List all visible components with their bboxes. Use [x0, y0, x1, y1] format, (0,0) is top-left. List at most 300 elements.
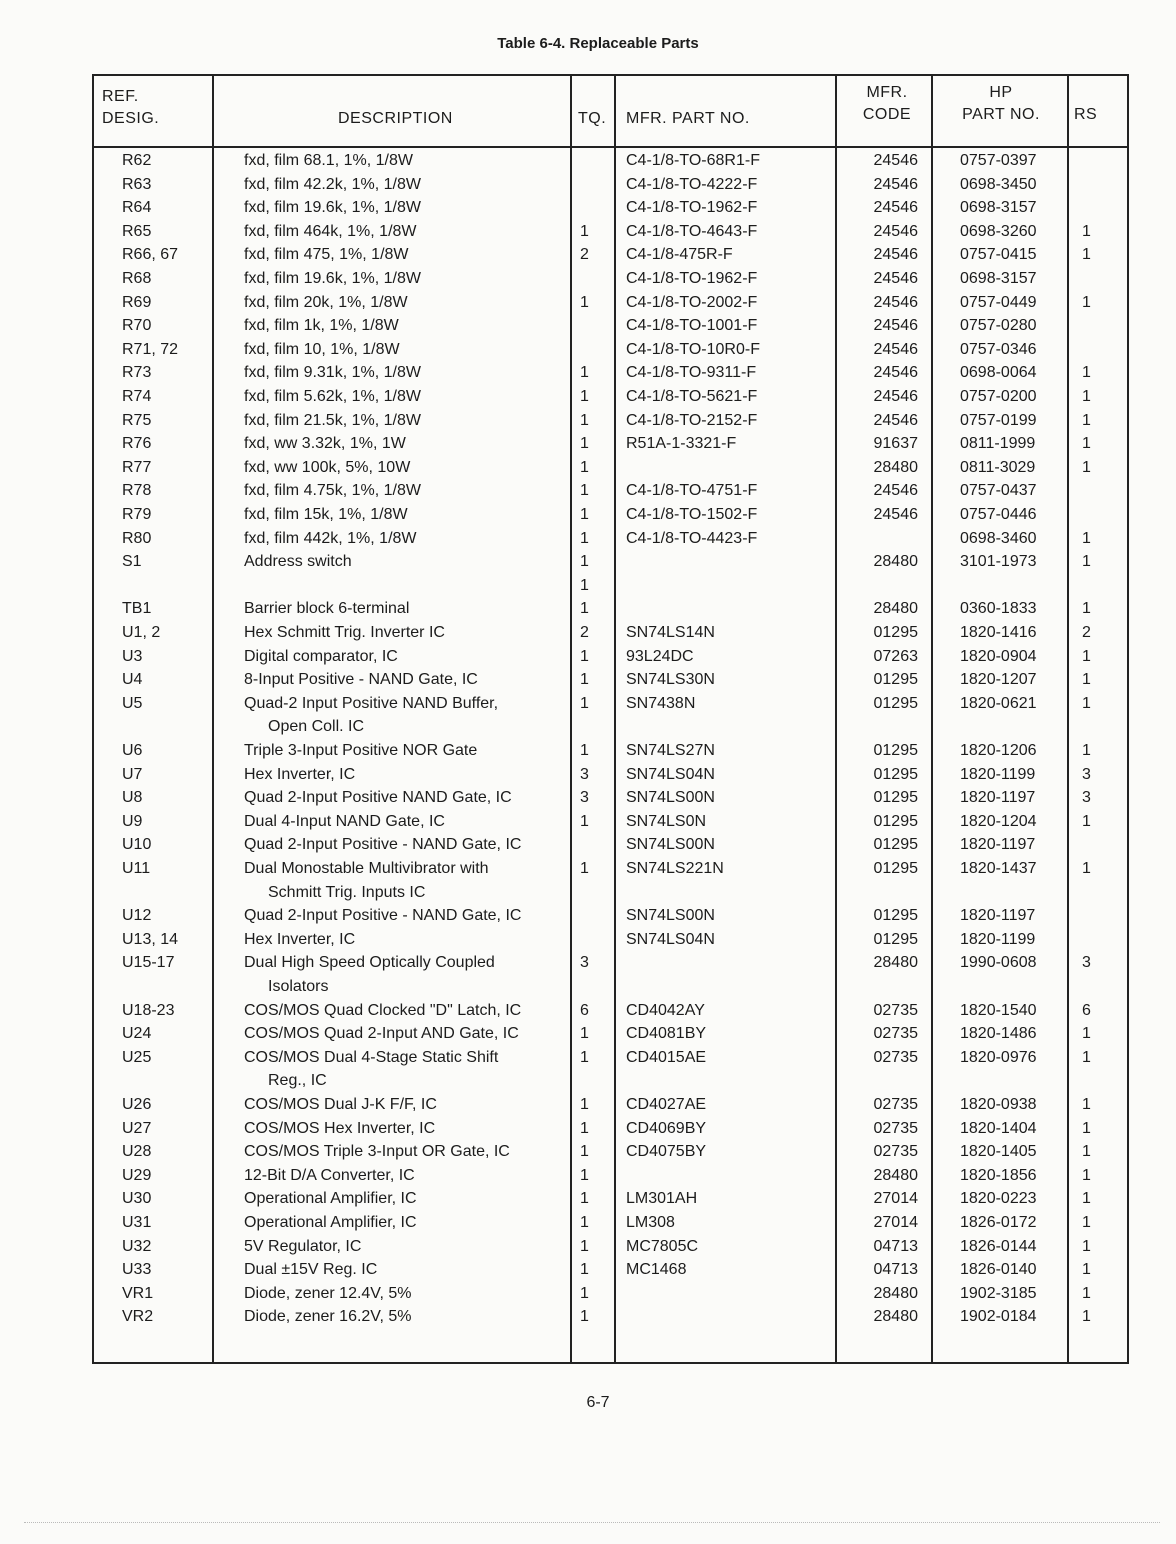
cell-description: Address switch [244, 553, 352, 571]
cell-description: Dual 4-Input NAND Gate, IC [244, 812, 445, 830]
cell-description-continued: Reg., IC [268, 1072, 327, 1090]
cell-rs: 1 [1082, 1214, 1091, 1231]
cell-mfr-code: 24546 [873, 199, 918, 217]
cell-mfr-code: 01295 [873, 789, 918, 807]
cell-hp-part-no: 1820-0621 [960, 694, 1037, 712]
cell-description: Quad 2-Input Positive - NAND Gate, IC [244, 836, 522, 854]
cell-rs: 1 [1082, 812, 1091, 830]
cell-hp-part-no: 3101-1973 [960, 553, 1037, 571]
cell-description: Operational Amplifier, IC [244, 1190, 417, 1208]
table-row [94, 764, 1127, 788]
cell-rs: 1 [1082, 529, 1091, 547]
cell-mfr-part-no: CD4081BY [626, 1025, 707, 1043]
cell-mfr-part-no: SN74LS04N [626, 765, 715, 783]
cell-ref-desig: R78 [122, 482, 152, 500]
cell-mfr-code: 28480 [873, 1166, 918, 1184]
cell-hp-part-no: 1820-1206 [960, 742, 1037, 759]
table-row [94, 480, 1127, 504]
cell-mfr-part-no: C4-1/8-TO-68R1-F [626, 152, 760, 169]
cell-description: Dual ±15V Reg. IC [244, 1261, 378, 1279]
cell-rs: 1 [1082, 600, 1091, 618]
table-row [94, 551, 1127, 575]
table-row-continuation [94, 1070, 1127, 1094]
table-row [94, 1118, 1127, 1142]
cell-ref-desig: U28 [122, 1143, 152, 1161]
table-row [94, 1212, 1127, 1236]
cell-rs: 1 [1082, 647, 1091, 665]
cell-ref-desig: R79 [122, 506, 152, 523]
table-row-continuation [94, 976, 1127, 1000]
cell-rs: 6 [1082, 1001, 1091, 1019]
cell-ref-desig: R68 [122, 270, 152, 287]
cell-description: fxd, film 21.5k, 1%, 1/8W [244, 411, 421, 429]
cell-hp-part-no: 1990-0608 [960, 954, 1037, 972]
cell-rs: 1 [1082, 388, 1091, 405]
cell-quantity: 1 [580, 388, 589, 405]
cell-mfr-part-no: C4-1/8-TO-2152-F [626, 411, 758, 429]
cell-quantity: 1 [580, 553, 589, 571]
cell-hp-part-no: 0360-1833 [960, 600, 1037, 618]
cell-mfr-code: 01295 [873, 812, 918, 830]
cell-ref-desig: R70 [122, 317, 152, 335]
cell-description: Hex Inverter, IC [244, 765, 356, 783]
cell-mfr-code: 01295 [873, 742, 918, 759]
table-row [94, 952, 1127, 976]
cell-hp-part-no: 1820-0938 [960, 1096, 1037, 1113]
cell-quantity: 1 [580, 1096, 589, 1113]
cell-description: fxd, film 5.62k, 1%, 1/8W [244, 388, 421, 405]
cell-mfr-part-no: SN74LS27N [626, 742, 715, 759]
cell-mfr-part-no: SN74LS0N [626, 812, 707, 830]
cell-rs: 1 [1082, 1119, 1091, 1137]
cell-hp-part-no: 0698-3260 [960, 222, 1037, 240]
cell-rs: 3 [1082, 789, 1091, 807]
table-row-continuation [94, 882, 1127, 906]
cell-hp-part-no: 1902-0184 [960, 1308, 1037, 1326]
cell-mfr-code: 24546 [873, 364, 918, 382]
cell-mfr-code: 02735 [873, 1096, 918, 1113]
cell-description: fxd, ww 100k, 5%, 10W [244, 458, 411, 476]
cell-quantity: 1 [580, 506, 589, 523]
cell-mfr-code: 01295 [873, 930, 918, 948]
cell-description: fxd, film 68.1, 1%, 1/8W [244, 152, 413, 169]
cell-quantity: 3 [580, 789, 589, 807]
cell-rs: 1 [1082, 222, 1091, 240]
cell-ref-desig: U13, 14 [122, 930, 179, 948]
cell-rs: 1 [1082, 671, 1091, 689]
table-row [94, 1188, 1127, 1212]
cell-rs: 1 [1082, 742, 1091, 759]
cell-quantity: 1 [580, 1166, 589, 1184]
table-title: Table 6-4. Replaceable Parts [497, 35, 699, 52]
cell-mfr-code: 01295 [873, 860, 918, 877]
cell-ref-desig: S1 [122, 553, 142, 571]
cell-ref-desig: R64 [122, 199, 152, 217]
cell-ref-desig: U8 [122, 789, 143, 807]
cell-mfr-code: 02735 [873, 1048, 918, 1066]
cell-hp-part-no: 0757-0437 [960, 482, 1037, 500]
cell-mfr-code: 28480 [873, 553, 918, 571]
cell-ref-desig: U33 [122, 1261, 152, 1279]
cell-quantity: 1 [580, 647, 589, 665]
cell-mfr-part-no: SN7438N [626, 694, 696, 712]
cell-hp-part-no: 0757-0446 [960, 506, 1037, 523]
cell-ref-desig: U27 [122, 1119, 152, 1137]
cell-hp-part-no: 0757-0397 [960, 152, 1037, 169]
cell-mfr-code: 24546 [873, 175, 918, 193]
cell-hp-part-no: 0698-0064 [960, 364, 1037, 382]
cell-mfr-part-no: SN74LS00N [626, 789, 715, 807]
cell-quantity: 1 [580, 222, 589, 240]
cell-mfr-code: 24546 [873, 411, 918, 429]
cell-hp-part-no: 0757-0280 [960, 317, 1037, 335]
cell-mfr-part-no: C4-1/8-TO-9311-F [626, 364, 757, 382]
cell-ref-desig: R71, 72 [122, 340, 179, 358]
cell-quantity: 1 [580, 411, 589, 429]
cell-mfr-code: 24546 [873, 317, 918, 335]
cell-hp-part-no: 0698-3460 [960, 529, 1037, 547]
cell-mfr-part-no: CD4027AE [626, 1096, 707, 1113]
cell-hp-part-no: 1826-0172 [960, 1214, 1037, 1231]
cell-mfr-part-no: C4-1/8-TO-4643-F [626, 222, 758, 240]
cell-mfr-part-no: C4-1/8-TO-10R0-F [626, 340, 760, 358]
cell-ref-desig: U30 [122, 1190, 152, 1208]
table-row [94, 1259, 1127, 1283]
cell-ref-desig: TB1 [122, 600, 152, 618]
cell-mfr-code: 24546 [873, 222, 918, 240]
cell-mfr-code: 01295 [873, 694, 918, 712]
header-tq: TQ. [578, 110, 607, 127]
cell-mfr-code: 27014 [873, 1190, 918, 1208]
cell-mfr-code: 02735 [873, 1143, 918, 1161]
cell-ref-desig: U6 [122, 742, 143, 759]
table-row-continuation [94, 716, 1127, 740]
table-row [94, 174, 1127, 198]
cell-quantity: 1 [580, 1025, 589, 1043]
header-hp-part-no: HP PART NO. [962, 84, 1040, 123]
header-divider [94, 146, 1127, 148]
cell-quantity: 1 [580, 671, 589, 689]
cell-ref-desig: U24 [122, 1025, 152, 1043]
cell-mfr-code: 28480 [873, 1308, 918, 1326]
cell-quantity: 1 [580, 1308, 589, 1326]
cell-quantity: 3 [580, 954, 589, 972]
cell-rs: 1 [1082, 293, 1091, 311]
table-row [94, 1047, 1127, 1071]
cell-description: fxd, ww 3.32k, 1%, 1W [244, 435, 406, 453]
table-row [94, 740, 1127, 764]
table-row [94, 433, 1127, 457]
table-row [94, 1236, 1127, 1260]
cell-mfr-part-no: SN74LS00N [626, 907, 715, 925]
table-row [94, 646, 1127, 670]
table-row [94, 1165, 1127, 1189]
cell-ref-desig: U1, 2 [122, 624, 161, 641]
cell-hp-part-no: 1820-0976 [960, 1048, 1037, 1066]
cell-quantity: 6 [580, 1001, 589, 1019]
cell-description: Dual Monostable Multivibrator with [244, 860, 489, 877]
table-row [94, 268, 1127, 292]
cell-mfr-part-no: LM301AH [626, 1190, 698, 1208]
cell-rs: 1 [1082, 1237, 1091, 1255]
cell-mfr-part-no: SN74LS00N [626, 836, 715, 854]
cell-rs: 1 [1082, 860, 1091, 877]
cell-mfr-part-no: C4-1/8-TO-4222-F [626, 175, 758, 193]
cell-mfr-code: 28480 [873, 600, 918, 618]
cell-rs: 2 [1082, 624, 1091, 641]
cell-mfr-code: 24546 [873, 293, 918, 311]
cell-rs: 1 [1082, 1190, 1091, 1208]
cell-mfr-part-no: C4-1/8-TO-4751-F [626, 482, 758, 500]
cell-hp-part-no: 1820-1207 [960, 671, 1037, 689]
header-rs: RS [1074, 106, 1098, 123]
cell-hp-part-no: 1820-1486 [960, 1025, 1037, 1043]
cell-ref-desig: R75 [122, 411, 152, 429]
cell-mfr-part-no: C4-1/8-TO-1502-F [626, 506, 758, 523]
cell-quantity: 2 [580, 624, 589, 641]
table-row [94, 197, 1127, 221]
cell-rs: 1 [1082, 411, 1091, 429]
cell-description: fxd, film 475, 1%, 1/8W [244, 246, 409, 264]
cell-ref-desig: R62 [122, 152, 152, 169]
cell-hp-part-no: 1820-1405 [960, 1143, 1037, 1161]
cell-description: fxd, film 15k, 1%, 1/8W [244, 506, 408, 523]
cell-quantity: 1 [580, 694, 589, 712]
cell-rs: 1 [1082, 553, 1091, 571]
cell-quantity: 1 [580, 435, 589, 453]
cell-description: fxd, film 20k, 1%, 1/8W [244, 293, 408, 311]
cell-mfr-part-no: C4-1/8-TO-1962-F [626, 270, 758, 287]
cell-mfr-part-no: C4-1/8-TO-5621-F [626, 388, 758, 405]
cell-rs: 1 [1082, 435, 1091, 453]
cell-quantity: 2 [580, 246, 589, 264]
cell-description: COS/MOS Quad Clocked "D" Latch, IC [244, 1001, 522, 1019]
cell-rs: 1 [1082, 1284, 1091, 1302]
table-row [94, 811, 1127, 835]
table-row [94, 905, 1127, 929]
cell-ref-desig: R74 [122, 388, 152, 405]
cell-description: fxd, film 19.6k, 1%, 1/8W [244, 199, 421, 217]
cell-quantity: 1 [580, 364, 589, 382]
cell-description: COS/MOS Triple 3-Input OR Gate, IC [244, 1143, 510, 1161]
cell-quantity: 1 [580, 1048, 589, 1066]
cell-description: COS/MOS Dual J-K F/F, IC [244, 1096, 437, 1113]
cell-description: 5V Regulator, IC [244, 1237, 362, 1255]
table-row [94, 150, 1127, 174]
cell-mfr-part-no: CD4075BY [626, 1143, 707, 1161]
cell-description: fxd, film 42.2k, 1%, 1/8W [244, 175, 421, 193]
cell-quantity: 1 [580, 1190, 589, 1208]
cell-mfr-code: 01295 [873, 624, 918, 641]
scan-edge [24, 1522, 1160, 1523]
cell-quantity: 1 [580, 812, 589, 830]
cell-hp-part-no: 0698-3157 [960, 199, 1037, 217]
cell-quantity: 1 [580, 576, 589, 594]
cell-hp-part-no: 1820-1204 [960, 812, 1037, 830]
cell-hp-part-no: 0757-0346 [960, 340, 1037, 358]
cell-rs: 1 [1082, 364, 1091, 382]
cell-ref-desig: U12 [122, 907, 152, 925]
cell-mfr-part-no: C4-1/8-475R-F [626, 246, 733, 264]
cell-rs: 3 [1082, 765, 1091, 783]
cell-quantity: 1 [580, 1261, 589, 1279]
cell-mfr-code: 27014 [873, 1214, 918, 1231]
cell-description: fxd, film 10, 1%, 1/8W [244, 340, 400, 358]
cell-description: fxd, film 19.6k, 1%, 1/8W [244, 270, 421, 287]
cell-description: Hex Schmitt Trig. Inverter IC [244, 624, 445, 641]
cell-description: COS/MOS Quad 2-Input AND Gate, IC [244, 1025, 519, 1043]
parts-table [92, 74, 1129, 1364]
cell-rs: 1 [1082, 246, 1091, 264]
cell-rs: 1 [1082, 1025, 1091, 1043]
table-row [94, 315, 1127, 339]
cell-mfr-code: 04713 [873, 1237, 918, 1255]
cell-description: Quad-2 Input Positive NAND Buffer, [244, 694, 499, 712]
cell-ref-desig: U11 [122, 860, 151, 877]
cell-mfr-part-no: SN74LS04N [626, 930, 715, 948]
header-mfr-code: MFR. CODE [862, 84, 912, 123]
cell-description: fxd, film 1k, 1%, 1/8W [244, 317, 399, 335]
cell-hp-part-no: 1820-1540 [960, 1001, 1037, 1019]
cell-mfr-code: 91637 [873, 435, 918, 453]
cell-description: fxd, film 9.31k, 1%, 1/8W [244, 364, 421, 382]
cell-mfr-part-no: SN74LS14N [626, 624, 715, 641]
cell-mfr-code: 01295 [873, 836, 918, 854]
cell-ref-desig: R73 [122, 364, 152, 382]
cell-ref-desig: R80 [122, 529, 152, 547]
cell-quantity: 1 [580, 860, 589, 877]
table-row [94, 1000, 1127, 1024]
table-row [94, 787, 1127, 811]
cell-description: Quad 2-Input Positive NAND Gate, IC [244, 789, 512, 807]
cell-quantity: 1 [580, 529, 589, 547]
cell-mfr-code: 24546 [873, 246, 918, 264]
cell-mfr-code: 04713 [873, 1261, 918, 1279]
cell-hp-part-no: 1902-3185 [960, 1284, 1037, 1302]
table-row [94, 244, 1127, 268]
cell-mfr-code: 01295 [873, 671, 918, 689]
table-row [94, 457, 1127, 481]
cell-mfr-code: 28480 [873, 1284, 918, 1302]
cell-ref-desig: U15-17 [122, 954, 175, 972]
cell-mfr-code: 01295 [873, 765, 918, 783]
cell-mfr-part-no: CD4015AE [626, 1048, 707, 1066]
cell-mfr-part-no: C4-1/8-TO-1962-F [626, 199, 758, 217]
cell-hp-part-no: 1820-1199 [960, 930, 1036, 948]
cell-mfr-code: 02735 [873, 1025, 918, 1043]
cell-ref-desig: VR1 [122, 1284, 154, 1302]
cell-hp-part-no: 1826-0140 [960, 1261, 1037, 1279]
cell-rs: 1 [1082, 1166, 1091, 1184]
cell-quantity: 1 [580, 600, 589, 618]
cell-mfr-part-no: 93L24DC [626, 647, 694, 665]
cell-ref-desig: R69 [122, 293, 152, 311]
cell-mfr-part-no: MC7805C [626, 1237, 699, 1255]
cell-mfr-part-no: CD4069BY [626, 1119, 707, 1137]
cell-hp-part-no: 1820-1197 [960, 836, 1036, 854]
cell-hp-part-no: 0757-0449 [960, 293, 1037, 311]
cell-hp-part-no: 1820-1197 [960, 789, 1036, 807]
cell-description-continued: Isolators [268, 978, 329, 995]
cell-mfr-code: 24546 [873, 340, 918, 358]
cell-description-continued: Open Coll. IC [268, 718, 365, 736]
cell-mfr-code: 02735 [873, 1001, 918, 1019]
cell-description: fxd, film 464k, 1%, 1/8W [244, 222, 417, 240]
table-row [94, 693, 1127, 717]
cell-ref-desig: U3 [122, 647, 143, 665]
cell-mfr-part-no: C4-1/8-TO-4423-F [626, 529, 758, 547]
cell-description: Triple 3-Input Positive NOR Gate [244, 742, 478, 759]
cell-description: Hex Inverter, IC [244, 930, 356, 948]
table-row [94, 575, 1127, 599]
cell-mfr-part-no: R51A-1-3321-F [626, 435, 737, 453]
cell-description: COS/MOS Hex Inverter, IC [244, 1119, 436, 1137]
table-row [94, 410, 1127, 434]
cell-description: Quad 2-Input Positive - NAND Gate, IC [244, 907, 522, 925]
cell-description: Diode, zener 12.4V, 5% [244, 1284, 412, 1302]
table-row [94, 622, 1127, 646]
cell-rs: 1 [1082, 458, 1091, 476]
cell-rs: 3 [1082, 954, 1091, 972]
cell-hp-part-no: 1820-1404 [960, 1119, 1037, 1137]
cell-quantity: 1 [580, 1214, 589, 1231]
page-number: 6-7 [586, 1394, 610, 1411]
cell-mfr-code: 01295 [873, 907, 918, 925]
table-row [94, 1283, 1127, 1307]
table-row [94, 1141, 1127, 1165]
cell-hp-part-no: 1826-0144 [960, 1237, 1037, 1255]
cell-description: Barrier block 6-terminal [244, 600, 410, 618]
cell-rs: 1 [1082, 1261, 1091, 1279]
cell-hp-part-no: 1820-1197 [960, 907, 1036, 925]
table-row [94, 504, 1127, 528]
header-ref: REF. DESIG. [102, 88, 160, 127]
cell-mfr-part-no: C4-1/8-TO-2002-F [626, 293, 758, 311]
cell-quantity: 1 [580, 1237, 589, 1255]
cell-description: fxd, film 4.75k, 1%, 1/8W [244, 482, 421, 500]
cell-hp-part-no: 0757-0415 [960, 246, 1037, 264]
cell-description: Operational Amplifier, IC [244, 1214, 417, 1231]
cell-hp-part-no: 0698-3157 [960, 270, 1037, 287]
table-row [94, 339, 1127, 363]
cell-mfr-part-no: MC1468 [626, 1261, 687, 1279]
cell-ref-desig: R65 [122, 222, 152, 240]
table-row [94, 221, 1127, 245]
cell-mfr-code: 24546 [873, 482, 918, 500]
cell-quantity: 1 [580, 1119, 589, 1137]
cell-quantity: 1 [580, 458, 589, 476]
cell-mfr-code: 28480 [873, 458, 918, 476]
cell-description: 12-Bit D/A Converter, IC [244, 1166, 415, 1184]
cell-ref-desig: U9 [122, 812, 143, 830]
cell-rs: 1 [1082, 694, 1091, 712]
cell-ref-desig: U7 [122, 765, 143, 783]
cell-description-continued: Schmitt Trig. Inputs IC [268, 883, 426, 901]
cell-description: fxd, film 442k, 1%, 1/8W [244, 529, 417, 547]
table-row [94, 669, 1127, 693]
cell-quantity: 1 [580, 1284, 589, 1302]
cell-hp-part-no: 1820-0904 [960, 647, 1037, 665]
cell-hp-part-no: 0811-1999 [960, 435, 1036, 453]
table-row [94, 858, 1127, 882]
cell-mfr-code: 24546 [873, 152, 918, 169]
cell-quantity: 1 [580, 293, 589, 311]
cell-quantity: 1 [580, 482, 589, 500]
cell-hp-part-no: 0811-3029 [960, 458, 1036, 476]
cell-hp-part-no: 1820-1199 [960, 765, 1036, 783]
cell-hp-part-no: 1820-1437 [960, 860, 1037, 877]
cell-quantity: 1 [580, 742, 589, 759]
